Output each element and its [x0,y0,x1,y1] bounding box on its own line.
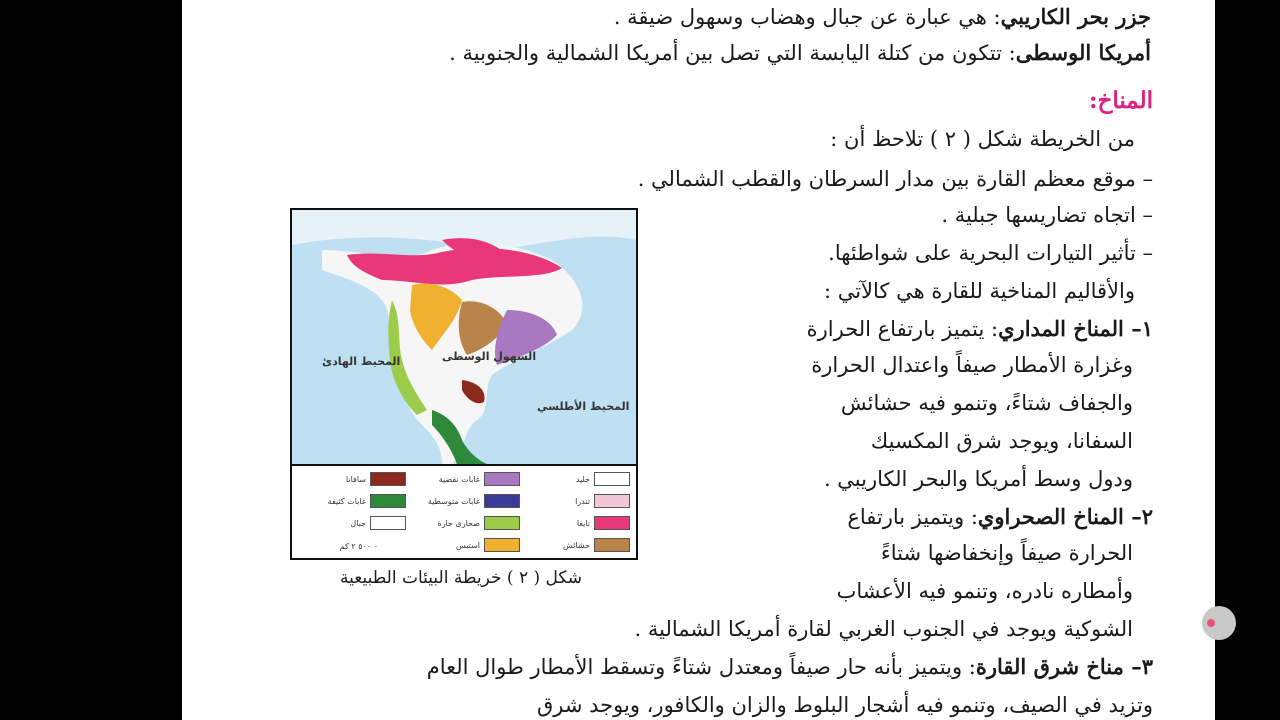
legend-swatch [484,494,520,508]
document-page [182,0,1215,720]
legend-swatch [594,516,630,530]
legend-swatch [484,538,520,552]
label-atlantic: المحيط الأطلسي [537,400,630,413]
text-line: ودول وسط أمريكا والبحر الكاريبي . [823,467,1133,491]
text-line: جزر بحر الكاريبي: هي عبارة عن جبال وهضاب وسهول ضيقة . [613,4,1151,29]
label-pacific: المحيط الهادئ [322,355,401,368]
legend-swatch [370,494,406,508]
legend-item: تندرا [575,494,630,508]
legend-item: غابات كثيفة [328,494,406,508]
text-line: والجفاف شتاءً، وتنمو فيه حشائش [840,391,1133,415]
text-line: أمريكا الوسطى: تتكون من كتلة اليابسة التي تصل بين أمريكا الشمالية والجنوبية . [449,40,1151,65]
bullet-line: – اتجاه تضاريسها جبلية . [941,203,1153,227]
map-scale: ٠ ٥٠٠ ٢ كم [339,542,378,551]
climate-item-1: ١– المناخ المداري: يتميز بارتفاع الحرارة [806,316,1153,341]
legend-swatch [370,516,406,530]
text-line: والأقاليم المناخية للقارة هي كالآتي : [823,279,1135,303]
text-line: السفانا، ويوجد شرق المكسيك [870,429,1133,453]
text-line: الحرارة صيفاً وإنخفاضها شتاءً [880,541,1133,565]
scroll-dot-icon [1207,619,1215,627]
legend-item: سافانا [346,472,406,486]
legend-item: صحارى حارة [438,516,521,530]
legend-item: حشائش [563,538,630,552]
label-plains: السهول الوسطى [442,350,537,363]
legend-item: جليد [576,472,630,486]
figure-caption: شكل ( ٢ ) خريطة البيئات الطبيعية [340,568,583,588]
text-line: وتزيد في الصيف، وتنمو فيه أشجار البلوط والزان والكافور، ويوجد شرق [536,693,1153,717]
scroll-handle[interactable] [1202,606,1236,640]
legend-swatch [594,472,630,486]
section-heading: المناخ: [1089,87,1153,114]
legend-item: استبس [456,538,520,552]
bullet-line: – تأثير التيارات البحرية على شواطئها. [828,241,1153,265]
climate-item-3: ٣– مناخ شرق القارة: ويتميز بأنه حار صيفاً ومعتدل شتاءً وتسقط الأمطار طوال العام [426,654,1153,679]
legend-item: جبال [350,516,406,530]
text-line: وأمطاره نادره، وتنمو فيه الأعشاب [836,579,1133,603]
legend-swatch [370,472,406,486]
legend-swatch [484,516,520,530]
text-line: من الخريطة شكل ( ٢ ) تلاحظ أن : [830,127,1135,151]
vegetation-map [290,208,638,560]
legend-swatch [594,538,630,552]
bullet-line: – موقع معظم القارة بين مدار السرطان والقطب الشمالي . [637,167,1153,191]
map-drawing [292,210,636,464]
legend-item: تايغا [577,516,630,530]
map-legend [292,464,636,560]
legend-swatch [484,472,520,486]
text-line: وغزارة الأمطار صيفاً واعتدال الحرارة [811,353,1133,377]
text-line: الشوكية ويوجد في الجنوب الغربي لقارة أمريكا الشمالية . [634,617,1133,641]
legend-swatch [594,494,630,508]
climate-item-2: ٢– المناخ الصحراوي: ويتميز بارتفاع [847,504,1153,529]
legend-item: غابات نفضية [439,472,520,486]
legend-item: غابات متوسطية [428,494,520,508]
